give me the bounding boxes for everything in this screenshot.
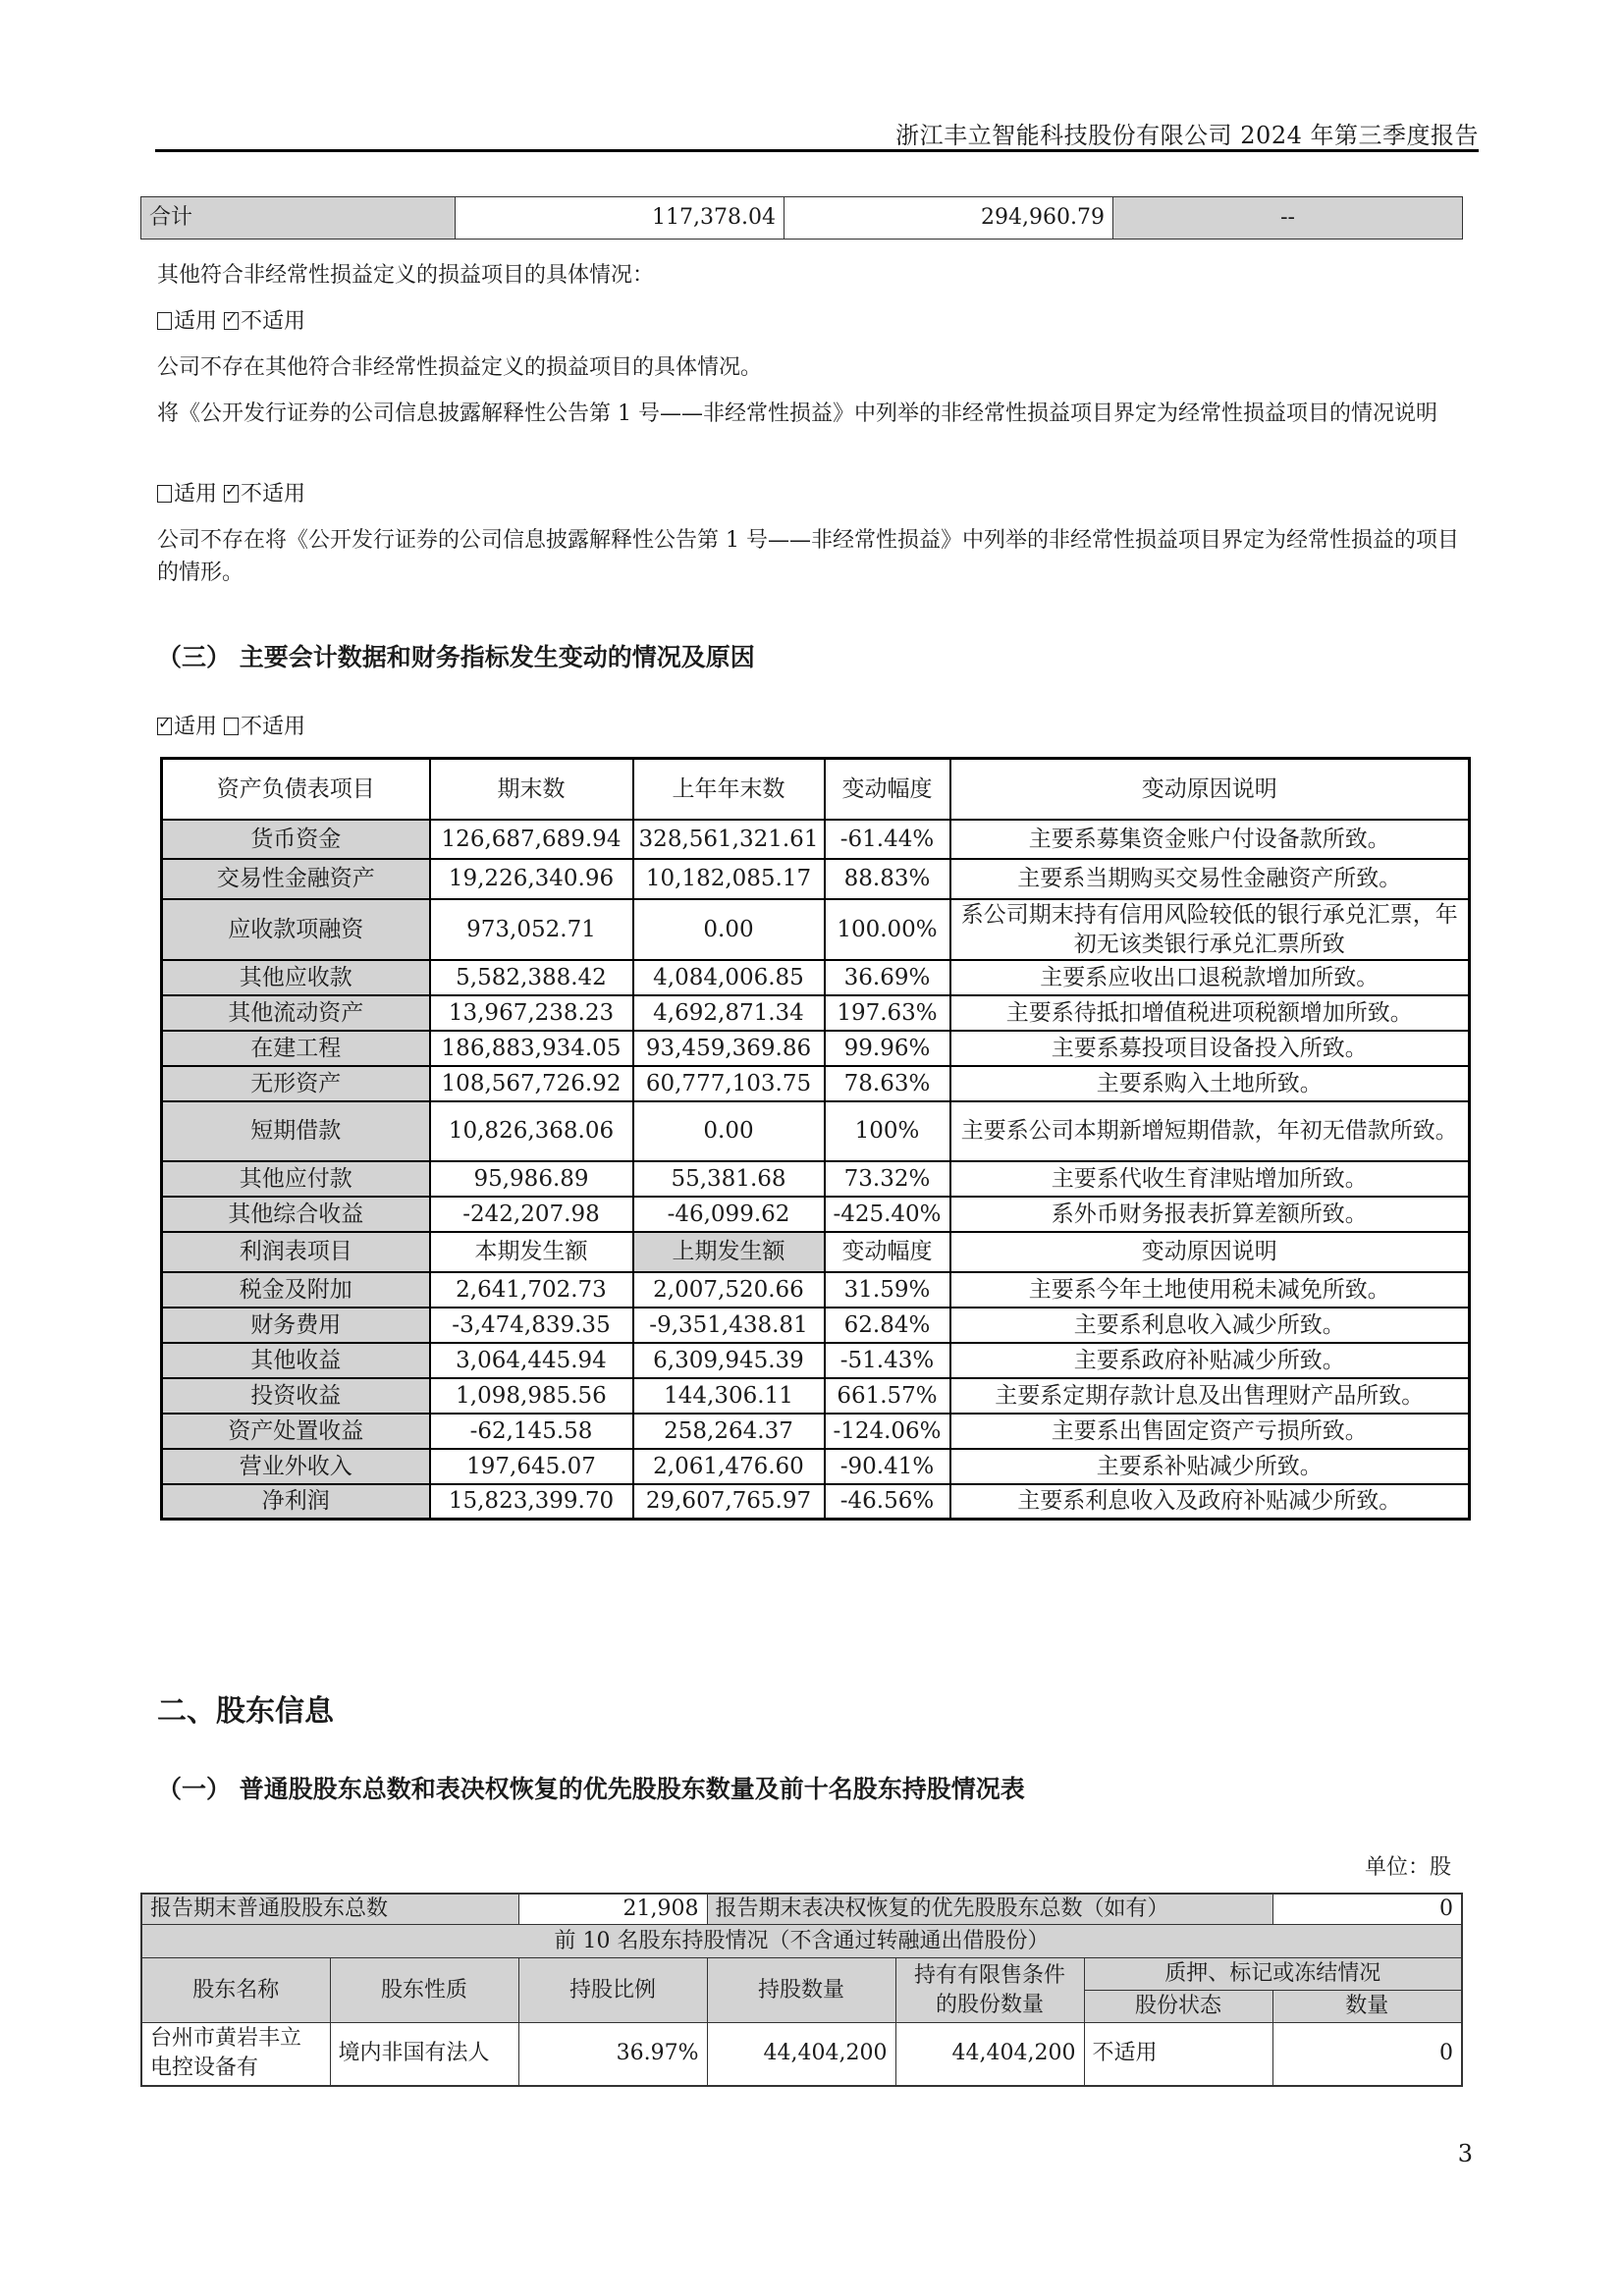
shareholder-ratio: 36.97% bbox=[518, 2023, 707, 2086]
total-ytd: 294,960.79 bbox=[784, 197, 1113, 240]
shareholder-pledge-status: 不适用 bbox=[1084, 2023, 1272, 2086]
row-item: 资产处置收益 bbox=[162, 1414, 430, 1449]
table-row bbox=[162, 899, 1470, 960]
table-row bbox=[162, 1272, 1470, 1308]
row-prev-value: 29,607,765.97 bbox=[633, 1484, 825, 1520]
row-prev-value: 328,561,321.61 bbox=[633, 820, 825, 859]
row-reason: 主要系代收生育津贴增加所致。 bbox=[950, 1161, 1470, 1197]
table-row bbox=[162, 1343, 1470, 1378]
row-item: 净利润 bbox=[162, 1484, 430, 1520]
row-reason: 主要系应收出口退税款增加所致。 bbox=[950, 960, 1470, 995]
row-reason: 主要系出售固定资产亏损所致。 bbox=[950, 1414, 1470, 1449]
total-holders-value: 21,908 bbox=[518, 1894, 707, 1925]
row-end-value: 973,052.71 bbox=[430, 899, 633, 960]
row-end-value: 13,967,238.23 bbox=[430, 995, 633, 1031]
table-row bbox=[162, 1378, 1470, 1414]
col-header-ratio: 持股比例 bbox=[518, 1958, 707, 2023]
row-item: 营业外收入 bbox=[162, 1449, 430, 1484]
total-label: 合计 bbox=[141, 197, 456, 240]
row-change: -90.41% bbox=[825, 1449, 950, 1484]
other-items-intro: 其他符合非经常性损益定义的损益项目的具体情况： bbox=[157, 263, 655, 288]
row-change: 78.63% bbox=[825, 1066, 950, 1101]
row-prev-value: 0.00 bbox=[633, 899, 825, 960]
col-header-restricted: 持有有限售条件的股份数量 bbox=[895, 1958, 1084, 2023]
total-note: -- bbox=[1113, 197, 1463, 240]
shareholder-pledge-qty: 0 bbox=[1272, 2023, 1462, 2086]
row-end-value: 95,986.89 bbox=[430, 1161, 633, 1197]
row-change: 99.96% bbox=[825, 1031, 950, 1066]
row-end-value: 197,645.07 bbox=[430, 1449, 633, 1484]
row-end-value: -3,474,839.35 bbox=[430, 1308, 633, 1343]
total-table bbox=[140, 196, 1463, 240]
preferred-holders-label: 报告期末表决权恢复的优先股股东总数（如有） bbox=[707, 1894, 1272, 1925]
shareholder-nature: 境内非国有法人 bbox=[330, 2023, 518, 2086]
statement-no-reclassification: 公司不存在将《公开发行证券的公司信息披露解释性公告第 1 号——非经常性损益》中列举的非经常性损益项目界定为经常性损益的项目的情形。 bbox=[157, 528, 1459, 585]
row-change: 31.59% bbox=[825, 1272, 950, 1308]
row-reason: 主要系当期购买交易性金融资产所致。 bbox=[950, 859, 1470, 899]
statement-no-other-items: 公司不存在其他符合非经常性损益定义的损益项目的具体情况。 bbox=[157, 355, 763, 380]
shareholder-table bbox=[140, 1893, 1463, 2087]
row-change: -61.44% bbox=[825, 820, 950, 859]
table-row bbox=[162, 960, 1470, 995]
column-header-row-1 bbox=[141, 1958, 1462, 1991]
row-change: 36.69% bbox=[825, 960, 950, 995]
table-row bbox=[162, 1101, 1470, 1161]
column-header: 资产负债表项目 bbox=[162, 759, 430, 820]
shareholder-row bbox=[141, 2023, 1462, 2086]
table-row bbox=[162, 1066, 1470, 1101]
row-reason: 主要系募投项目设备投入所致。 bbox=[950, 1031, 1470, 1066]
row-reason: 主要系政府补贴减少所致。 bbox=[950, 1343, 1470, 1378]
row-prev-value: -9,351,438.81 bbox=[633, 1308, 825, 1343]
row-reason: 主要系今年土地使用税未减免所致。 bbox=[950, 1272, 1470, 1308]
column-header: 利润表项目 bbox=[162, 1232, 430, 1272]
row-change: -124.06% bbox=[825, 1414, 950, 1449]
row-end-value: 3,064,445.94 bbox=[430, 1343, 633, 1378]
row-prev-value: 0.00 bbox=[633, 1101, 825, 1161]
column-header: 变动原因说明 bbox=[950, 1232, 1470, 1272]
row-change: 661.57% bbox=[825, 1378, 950, 1414]
unit-label: 单位：股 bbox=[1364, 1855, 1451, 1880]
row-item: 其他综合收益 bbox=[162, 1197, 430, 1232]
table-header-row bbox=[162, 759, 1470, 820]
table-row bbox=[162, 1484, 1470, 1520]
shareholder-name: 台州市黄岩丰立电控设备有 bbox=[141, 2023, 330, 2086]
row-change: 88.83% bbox=[825, 859, 950, 899]
column-header: 变动幅度 bbox=[825, 1232, 950, 1272]
label-not-applicable: 不适用 bbox=[241, 309, 306, 334]
row-item: 其他应付款 bbox=[162, 1161, 430, 1197]
row-item: 其他收益 bbox=[162, 1343, 430, 1378]
section3-heading: （三） 主要会计数据和财务指标发生变动的情况及原因 bbox=[157, 643, 755, 671]
label-applicable: 适用 bbox=[174, 482, 218, 507]
row-item: 应收款项融资 bbox=[162, 899, 430, 960]
shareholders-heading: 二、股东信息 bbox=[157, 1694, 334, 1729]
row-item: 其他流动资产 bbox=[162, 995, 430, 1031]
row-item: 投资收益 bbox=[162, 1378, 430, 1414]
column-header: 期末数 bbox=[430, 759, 633, 820]
label-applicable: 适用 bbox=[174, 309, 218, 334]
totals-row bbox=[141, 1894, 1462, 1925]
row-end-value: -242,207.98 bbox=[430, 1197, 633, 1232]
preferred-holders-value: 0 bbox=[1272, 1894, 1462, 1925]
table-row bbox=[162, 859, 1470, 899]
row-prev-value: 93,459,369.86 bbox=[633, 1031, 825, 1066]
row-item: 在建工程 bbox=[162, 1031, 430, 1066]
applicability-options-2 bbox=[157, 478, 1463, 510]
table-row bbox=[162, 1031, 1470, 1066]
col-header-nature: 股东性质 bbox=[330, 1958, 518, 2023]
row-end-value: -62,145.58 bbox=[430, 1414, 633, 1449]
row-end-value: 186,883,934.05 bbox=[430, 1031, 633, 1066]
column-header: 上年年末数 bbox=[633, 759, 825, 820]
table-header-row bbox=[162, 1232, 1470, 1272]
row-end-value: 126,687,689.94 bbox=[430, 820, 633, 859]
col-header-pledge-group: 质押、标记或冻结情况 bbox=[1084, 1958, 1462, 1991]
table-row bbox=[162, 1197, 1470, 1232]
report-header-title: 浙江丰立智能科技股份有限公司 2024 年第三季度报告 bbox=[895, 122, 1479, 149]
row-reason: 主要系利息收入及政府补贴减少所致。 bbox=[950, 1484, 1470, 1520]
row-change: 73.32% bbox=[825, 1161, 950, 1197]
column-header: 变动原因说明 bbox=[950, 759, 1470, 820]
row-item: 税金及附加 bbox=[162, 1272, 430, 1308]
section3-applicability bbox=[157, 711, 1463, 743]
row-end-value: 15,823,399.70 bbox=[430, 1484, 633, 1520]
table-row bbox=[162, 1161, 1470, 1197]
checkbox-applicable-checked bbox=[157, 718, 172, 735]
row-end-value: 5,582,388.42 bbox=[430, 960, 633, 995]
col-header-quantity: 持股数量 bbox=[707, 1958, 895, 2023]
checkbox-not-applicable bbox=[224, 718, 239, 735]
checkbox-not-applicable-checked bbox=[224, 312, 239, 330]
column-header: 本期发生额 bbox=[430, 1232, 633, 1272]
reclassification-intro: 将《公开发行证券的公司信息披露解释性公告第 1 号——非经常性损益》中列举的非经常性损益项目界定为经常性损益项目的情况说明 bbox=[157, 401, 1437, 426]
shareholders-subheading: （一） 普通股股东总数和表决权恢复的优先股股东数量及前十名股东持股情况表 bbox=[157, 1775, 1025, 1803]
row-reason: 主要系利息收入减少所致。 bbox=[950, 1308, 1470, 1343]
row-reason: 主要系购入土地所致。 bbox=[950, 1066, 1470, 1101]
top10-title-row bbox=[141, 1925, 1462, 1958]
row-item: 财务费用 bbox=[162, 1308, 430, 1343]
table-row bbox=[162, 1414, 1470, 1449]
row-reason: 主要系募集资金账户付设备款所致。 bbox=[950, 820, 1470, 859]
checkbox-applicable bbox=[157, 485, 172, 503]
row-prev-value: 10,182,085.17 bbox=[633, 859, 825, 899]
checkbox-not-applicable-checked bbox=[224, 485, 239, 503]
col-header-name: 股东名称 bbox=[141, 1958, 330, 2023]
row-end-value: 1,098,985.56 bbox=[430, 1378, 633, 1414]
row-item: 交易性金融资产 bbox=[162, 859, 430, 899]
table-row bbox=[162, 1308, 1470, 1343]
total-holders-label: 报告期末普通股股东总数 bbox=[141, 1894, 518, 1925]
row-end-value: 108,567,726.92 bbox=[430, 1066, 633, 1101]
row-prev-value: 2,061,476.60 bbox=[633, 1449, 825, 1484]
total-row bbox=[141, 197, 1463, 240]
row-prev-value: 55,381.68 bbox=[633, 1161, 825, 1197]
row-reason: 主要系补贴减少所致。 bbox=[950, 1449, 1470, 1484]
row-change: 100% bbox=[825, 1101, 950, 1161]
row-prev-value: 4,692,871.34 bbox=[633, 995, 825, 1031]
row-prev-value: 2,007,520.66 bbox=[633, 1272, 825, 1308]
total-current: 117,378.04 bbox=[456, 197, 784, 240]
shareholder-quantity: 44,404,200 bbox=[707, 2023, 895, 2086]
label-not-applicable: 不适用 bbox=[241, 715, 306, 739]
change-table bbox=[160, 757, 1471, 1521]
label-applicable: 适用 bbox=[174, 715, 218, 739]
row-prev-value: 4,084,006.85 bbox=[633, 960, 825, 995]
table-row bbox=[162, 820, 1470, 859]
label-not-applicable: 不适用 bbox=[241, 482, 306, 507]
row-item: 无形资产 bbox=[162, 1066, 430, 1101]
row-end-value: 10,826,368.06 bbox=[430, 1101, 633, 1161]
row-end-value: 2,641,702.73 bbox=[430, 1272, 633, 1308]
row-prev-value: 6,309,945.39 bbox=[633, 1343, 825, 1378]
row-item: 货币资金 bbox=[162, 820, 430, 859]
row-end-value: 19,226,340.96 bbox=[430, 859, 633, 899]
row-prev-value: -46,099.62 bbox=[633, 1197, 825, 1232]
page-number: 3 bbox=[1457, 2140, 1473, 2167]
row-reason: 系公司期末持有信用风险较低的银行承兑汇票，年初无该类银行承兑汇票所致 bbox=[950, 899, 1470, 960]
column-header: 变动幅度 bbox=[825, 759, 950, 820]
row-change: -51.43% bbox=[825, 1343, 950, 1378]
row-prev-value: 144,306.11 bbox=[633, 1378, 825, 1414]
shareholder-restricted: 44,404,200 bbox=[895, 2023, 1084, 2086]
row-prev-value: 60,777,103.75 bbox=[633, 1066, 825, 1101]
row-reason: 主要系公司本期新增短期借款，年初无借款所致。 bbox=[950, 1101, 1470, 1161]
row-reason: 主要系待抵扣增值税进项税额增加所致。 bbox=[950, 995, 1470, 1031]
row-change: -46.56% bbox=[825, 1484, 950, 1520]
row-item: 其他应收款 bbox=[162, 960, 430, 995]
col-header-pledge-status: 股份状态 bbox=[1084, 1991, 1272, 2023]
col-header-pledge-qty: 数量 bbox=[1272, 1991, 1462, 2023]
row-change: 100.00% bbox=[825, 899, 950, 960]
row-reason: 主要系定期存款计息及出售理财产品所致。 bbox=[950, 1378, 1470, 1414]
applicability-options-1 bbox=[157, 305, 1463, 338]
row-change: 197.63% bbox=[825, 995, 950, 1031]
column-header: 上期发生额 bbox=[633, 1232, 825, 1272]
checkbox-applicable bbox=[157, 312, 172, 330]
table-row bbox=[162, 995, 1470, 1031]
row-reason: 系外币财务报表折算差额所致。 bbox=[950, 1197, 1470, 1232]
table-row bbox=[162, 1449, 1470, 1484]
row-item: 短期借款 bbox=[162, 1101, 430, 1161]
row-prev-value: 258,264.37 bbox=[633, 1414, 825, 1449]
row-change: 62.84% bbox=[825, 1308, 950, 1343]
top10-title: 前 10 名股东持股情况（不含通过转融通出借股份） bbox=[141, 1925, 1462, 1958]
row-change: -425.40% bbox=[825, 1197, 950, 1232]
header-divider bbox=[155, 149, 1479, 152]
